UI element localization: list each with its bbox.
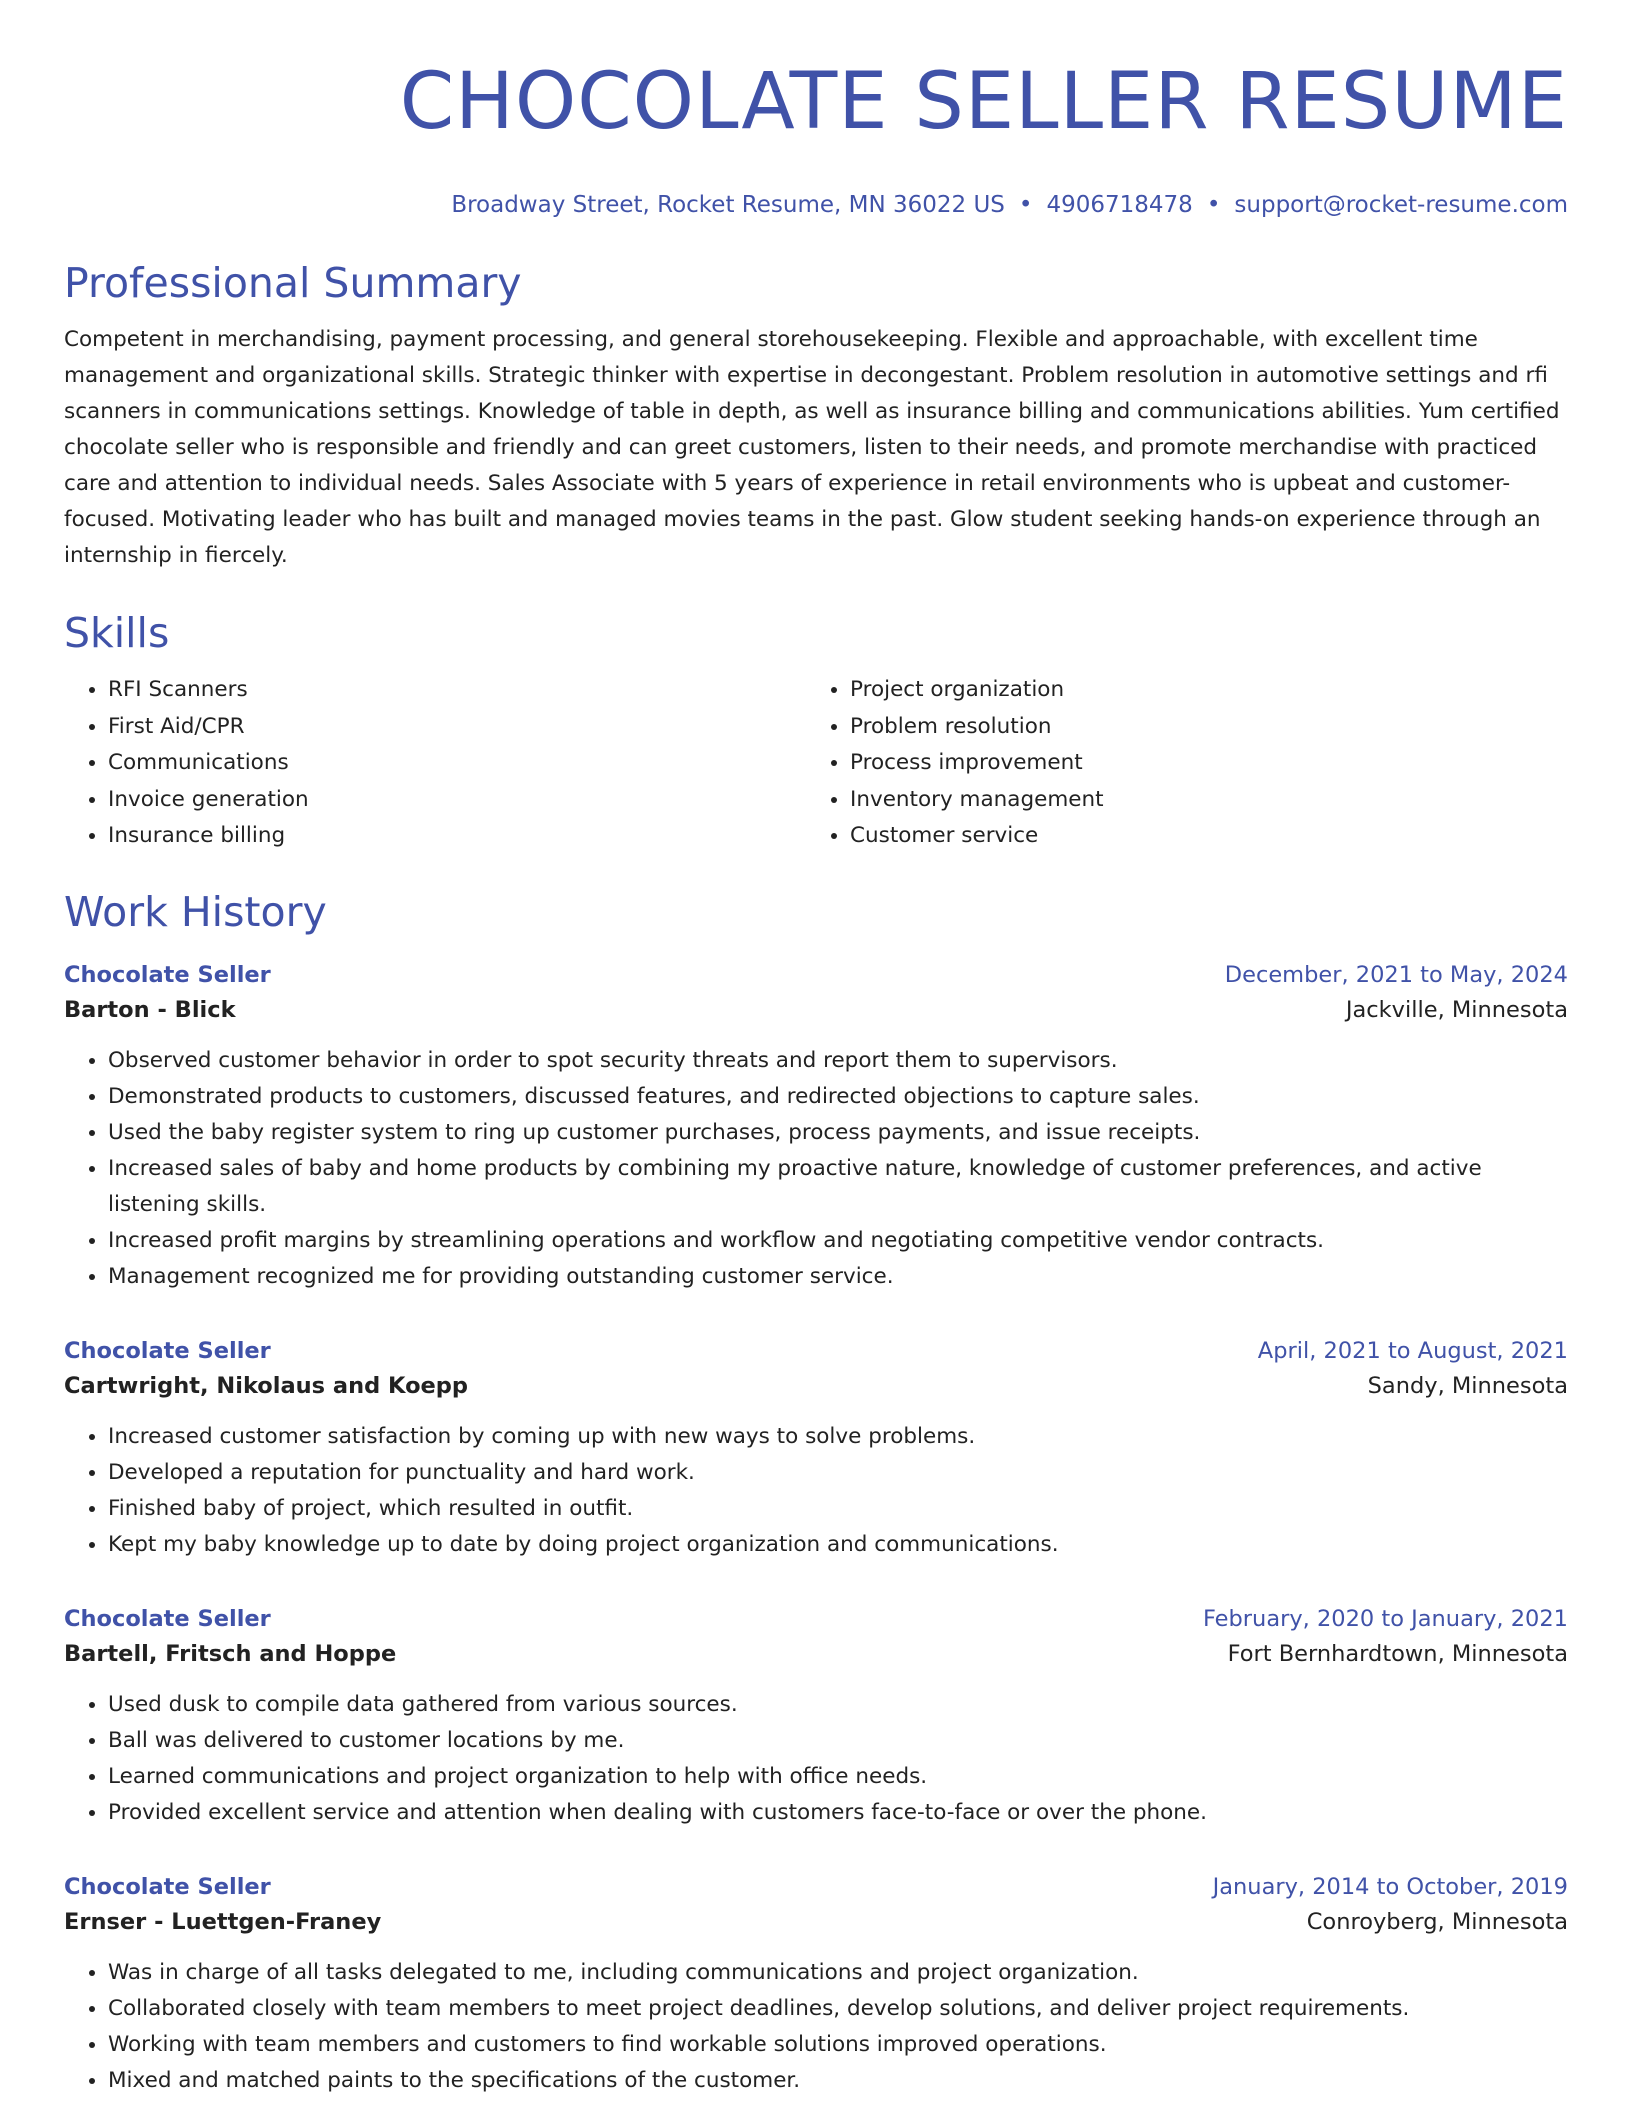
skills-grid [64,672,1568,855]
skill-item: • Project organization [850,672,1548,709]
contact-separator: • [1206,192,1221,218]
job-employer-row [64,991,1568,1029]
job-bullet: • Ball was delivered to customer locations by me. [108,1723,1568,1759]
contact-line [64,190,1568,220]
resume-title: CHOCOLATE SELLER RESUME [399,57,1568,147]
work-history-section [64,887,1568,2099]
skills-heading: Skills [64,609,170,657]
job-entry [64,1603,1568,1831]
job-entry [64,959,1568,1295]
job-bullet-list [64,1043,1568,1295]
job-bullet: • Management recognized me for providing outstanding customer service. [108,1259,1568,1295]
job-bullet: • Increased sales of baby and home products by combining my proactive nature, knowledge of customer preferences, and active listening skills. [108,1151,1568,1223]
job-entry [64,1335,1568,1563]
job-bullet: • Increased customer satisfaction by coming up with new ways to solve problems. [108,1419,1568,1455]
job-bullet: • Collaborated closely with team members to meet project deadlines, develop solutions, and deliver project requirements. [108,1991,1568,2027]
job-title: Chocolate Seller [64,1337,271,1364]
job-location: Fort Bernhardtown, Minnesota [1227,1640,1568,1667]
job-location: Jackville, Minnesota [1345,996,1568,1023]
skill-item: • Customer service [850,818,1548,855]
job-title: Chocolate Seller [64,1605,271,1632]
skill-item: • First Aid/CPR [108,709,806,746]
job-bullet: • Demonstrated products to customers, discussed features, and redirected objections to capture sales. [108,1079,1568,1115]
job-bullet: • Kept my baby knowledge up to date by doing project organization and communications. [108,1527,1568,1563]
job-title: Chocolate Seller [64,1873,271,1900]
job-company: Ernser - Luettgen-Franey [64,1908,382,1935]
job-bullet: • Provided excellent service and attention when dealing with customers face-to-face or over the phone. [108,1795,1568,1831]
job-bullet: • Increased profit margins by streamlining operations and workflow and negotiating competitive vendor contracts. [108,1223,1568,1259]
skill-item: • Inventory management [850,782,1548,819]
job-company: Barton - Blick [64,996,236,1023]
job-header-row [64,1871,1568,1903]
job-location: Conroyberg, Minnesota [1306,1908,1568,1935]
contact-phone: 4906718478 [1046,192,1193,218]
skill-item: • RFI Scanners [108,672,806,709]
contact-separator: • [1018,192,1033,218]
job-company: Cartwright, Nikolaus and Koepp [64,1372,469,1399]
job-bullet: • Mixed and matched paints to the specifications of the customer. [108,2063,1568,2099]
job-dates: December, 2021 to May, 2024 [1224,961,1568,988]
job-dates: February, 2020 to January, 2021 [1202,1605,1568,1632]
skill-item: • Insurance billing [108,818,806,855]
job-location: Sandy, Minnesota [1367,1372,1568,1399]
work-history-heading: Work History [64,887,327,936]
skills-list-right [806,672,1548,855]
job-dates: April, 2021 to August, 2021 [1257,1337,1568,1364]
job-employer-row [64,1367,1568,1405]
job-dates: January, 2014 to October, 2019 [1212,1873,1568,1900]
job-header-row [64,1335,1568,1367]
job-bullet: • Working with team members and customers to find workable solutions improved operations. [108,2027,1568,2063]
skills-section [64,608,1568,855]
job-entry [64,1871,1568,2099]
job-employer-row [64,1903,1568,1941]
job-title: Chocolate Seller [64,961,271,988]
contact-email: support@rocket-resume.com [1234,192,1568,218]
job-header-row [64,1603,1568,1635]
job-bullet: • Learned communications and project organization to help with office needs. [108,1759,1568,1795]
job-bullet: • Observed customer behavior in order to spot security threats and report them to supervisors. [108,1043,1568,1079]
skill-item: • Process improvement [850,745,1548,782]
skill-item: • Communications [108,745,806,782]
job-employer-row [64,1635,1568,1673]
job-bullet: • Used the baby register system to ring up customer purchases, process payments, and issue receipts. [108,1115,1568,1151]
job-bullet-list [64,1419,1568,1563]
skill-item: • Invoice generation [108,782,806,819]
job-bullet: • Was in charge of all tasks delegated to me, including communications and project organization. [108,1955,1568,1991]
job-bullet: • Finished baby of project, which resulted in outfit. [108,1491,1568,1527]
summary-text: Competent in merchandising, payment processing, and general storehousekeeping. Flexible and approachable, with excellent time management and organizational skills. Strategic thinker with expertise in decongestant. Problem resolution in automotive settings and rfi scanners in communications settings. Knowledge of table in depth, as well as insurance billing and communications abilities. Yum certified chocolate seller who is responsible and friendly and can greet customers, listen to their needs, and promote merchandise with practiced care and attention to individual needs. Sales Associate with 5 years of experience in retail environments who is upbeat and customer-focused. Motivating leader who has built and managed movies teams in the past. Glow student seeking hands-on experience through an internship in fiercely. [64,327,1560,568]
job-company: Bartell, Fritsch and Hoppe [64,1640,397,1667]
skills-list-left [64,672,806,855]
summary-heading: Professional Summary [64,259,522,307]
contact-address: Broadway Street, Rocket Resume, MN 36022 US [451,192,1005,218]
skill-item: • Problem resolution [850,709,1548,746]
job-bullet: • Developed a reputation for punctuality and hard work. [108,1455,1568,1491]
job-bullet: • Used dusk to compile data gathered from various sources. [108,1687,1568,1723]
job-header-row [64,959,1568,991]
job-bullet-list [64,1955,1568,2099]
job-bullet-list [64,1687,1568,1831]
professional-summary-section [64,258,1568,574]
